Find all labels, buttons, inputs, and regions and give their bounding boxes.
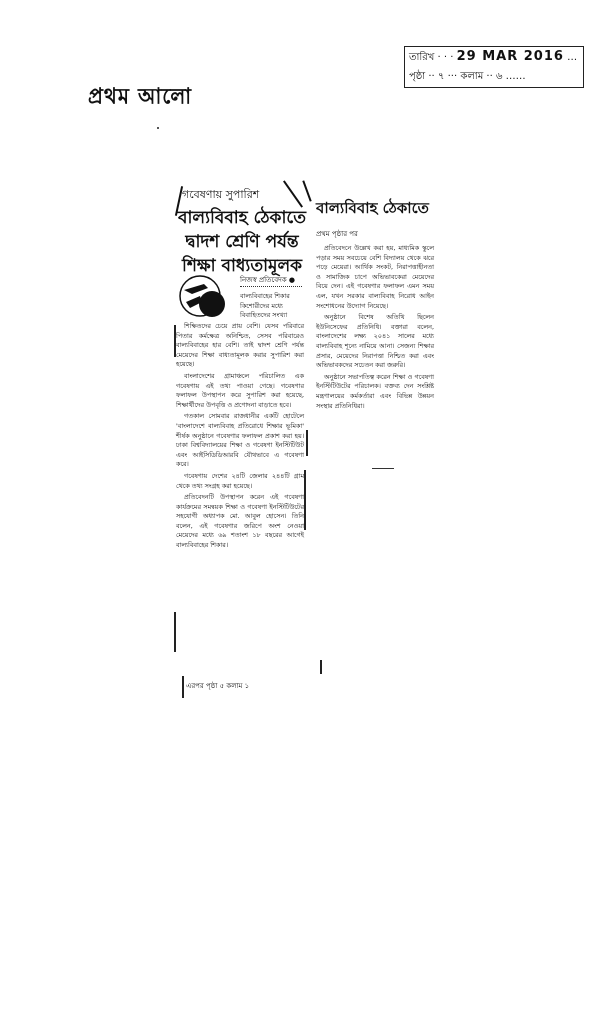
page-label: পৃষ্ঠা [409,71,426,82]
column-rule [320,660,322,674]
page-number: ৭ [437,71,445,82]
paragraph: শিক্ষিতদের চেয়ে প্রায় বেশি। যেসব পরিবারে পিতার কর্মক্ষেত্র অনিশ্চিত, সেসব পরিবারেও বাল্যবিবাহের হার বেশি। তাই দ্বাদশ শ্রেণি পর্যন্ত মেয়েদের শিক্ষা বাধ্যতামূলক করার সুপারিশ করা হয়েছে। [176,322,304,369]
byline: নিজস্ব প্রতিবেদক ● [240,276,296,284]
stamp-page-row: পৃষ্ঠা ·· ৭ ··· কলাম ·· ৬ …… [409,71,526,82]
column-rule [174,612,176,652]
article-headline: বাল্যবিবাহ ঠেকাতে দ্বাদশ শ্রেণি পর্যন্ত শিক্ষা বাধ্যতামূলক [178,208,306,276]
paragraph: প্রতিবেদনটি উপস্থাপন করেন এই গবেষণা কার্যক্রমের সমন্বয়ক শিক্ষা ও গবেষণা ইনস্টিটিউটের সহযোগী অধ্যাপক মো. আবুল হোসেন। তিনি বলেন, এই গবেষণার জরিপে অংশ নেওয়া মেয়েদের মধ্যে ৬৯ শতাংশ ১৮ বছরের আগেই বাল্যবিবাহের শিকার। [176,493,304,550]
byline-rule [240,286,302,287]
intro-text: বাল্যবিবাহের শিকার কিশোরীদের মধ্যে বিবাহিতদের সংখ্যা [240,292,290,320]
marker-line [283,180,303,207]
date-label: তারিখ [409,52,435,63]
right-column [316,244,434,413]
date-stamp [404,46,584,88]
paragraph: গতকাল সোমবার রাজধানীর একটি হোটেলে 'বাংলাদেশে বাল্যবিবাহ প্রতিরোধে শিক্ষার ভূমিকা' শীর্ষক অনুষ্ঠানে গবেষণার ফলাফল প্রকাশ করা হয়। ঢাকা বিশ্ববিদ্যালয়ের শিক্ষা ও গবেষণা ইনস্টিটিউট এবং আইসিডিডিআরবি যৌথভাবে এ গবেষণা করে। [176,412,304,469]
paragraph: অনুষ্ঠানে বিশেষ অতিথি ছিলেন ইউনিসেফের প্রতিনিধি। বক্তারা বলেন, বাংলাদেশের লক্ষ্য ২০৪১ সালের মধ্যে বাল্যবিবাহ শূন্যে নামিয়ে আনা। সেজন্য শিক্ষার প্রসার, মেয়েদের নিরাপত্তা নিশ্চিত করা এবং অভিভাবকদের সচেতন করা জরুরি। [316,313,434,370]
article-kicker: গবেষণায় সুপারিশ [182,188,260,201]
paragraph: গবেষণায় দেশের ২৪টি জেলার ২৪৪টি গ্রাম থেকে তথ্য সংগ্রহ করা হয়েছে। [176,471,304,490]
left-column [176,322,304,553]
newspaper-logo: প্রথম আলো [88,82,193,109]
column-number: ৬ [495,71,503,82]
column-rule [306,430,308,456]
end-mark [372,468,394,469]
continued-from: প্রথম পৃষ্ঠার পর [316,230,358,238]
marker-line [302,180,311,201]
paragraph: প্রতিবেদনে উল্লেখ করা হয়, মাধ্যমিক স্কুলে পড়ার সময় সবচেয়ে বেশি বিদ্যালয় থেকে ঝরে পড়ে মেয়েরা। আর্থিক সংকট, নিরাপত্তাহীনতা ও সামাজিক চাপে অভিভাবকেরা মেয়েদের বিয়ে দেন। এই গবেষণার ফলাফল এমন সময় এল, যখন সরকার বাল্যবিবাহ নিরোধ আইন সংশোধনের উদ্যোগ নিয়েছে। [316,244,434,310]
scan-speck [157,127,159,129]
paragraph: বাংলাদেশের গ্রামাঞ্চলে পরিচালিত এক গবেষণায় এই তথ্য পাওয়া গেছে। গবেষণার ফলাফল উপস্থাপন করে সুপারিশ করা হয়েছে, শিক্ষার্থীদের উপবৃত্তি ও প্রণোদনা বাড়াতে হবে। [176,371,304,409]
continued-to: এরপর পৃষ্ঠা ৫ কলাম ১ [186,682,250,690]
continuation-headline: বাল্যবিবাহ ঠেকাতে [316,199,429,217]
column-rule [304,470,306,530]
stamp-date-row: তারিখ · · · 29 MAR 2016 … [409,49,578,64]
column-rule [182,676,184,698]
paragraph: অনুষ্ঠানে সভাপতিত্ব করেন শিক্ষা ও গবেষণা ইনস্টিটিউটের পরিচালক। বক্তব্য দেন সংশ্লিষ্ট মন্ত্রণালয়ের কর্মকর্তারা এবং বিভিন্ন উন্নয়ন সংস্থার প্রতিনিধিরা। [316,372,434,410]
stamp-date: 29 MAR 2016 [456,49,564,64]
column-label: কলাম [460,71,484,82]
child-marriage-illustration-icon [178,272,228,322]
